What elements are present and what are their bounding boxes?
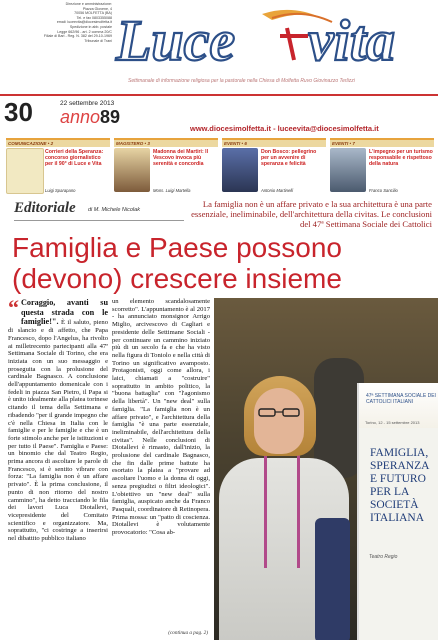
masthead-divider: [0, 94, 438, 96]
teaser-title: Corrieri della Speranza: concorso giornalistico per il 90° di Luce e Vita: [45, 149, 104, 167]
publisher-info: [4, 2, 112, 43]
headline-line: Famiglia e Paese possono: [12, 232, 342, 263]
teaser-title: L'impegno per un turismo responsabile e rispettoso della natura: [369, 149, 433, 167]
pub-info-line: Tel. e fax 0803355088: [76, 15, 112, 20]
teaser-author: Mons. Luigi Martella: [153, 188, 191, 193]
pub-info-line: Direzione e amministrazione:: [65, 2, 112, 6]
banner-event-name: 47ª SETTIMANA SOCIALE DEI CATTOLICI ITALIANI: [366, 393, 436, 405]
banner-title: [370, 447, 429, 525]
pub-info-line: Tribunale di Trani: [84, 38, 112, 43]
banner-title-line: PER LA: [370, 486, 410, 498]
conference-banner: [357, 383, 438, 640]
glasses-icon: [256, 408, 302, 418]
banner-title-line: SPERANZA: [370, 460, 430, 472]
teaser-author: Luigi Sparapano: [45, 188, 76, 193]
issue-number: 30: [4, 97, 33, 127]
issue-year: [60, 108, 120, 126]
banner-title-line: FAMIGLIA,: [370, 447, 429, 459]
banner-title-line: E FUTURO: [370, 473, 426, 485]
pub-info-line: Piazza Giovene, 4: [82, 6, 112, 11]
bag: [315, 518, 350, 640]
year-label: anno: [60, 107, 101, 127]
headline[interactable]: [12, 232, 432, 294]
teaser-thumbnail: [222, 148, 258, 192]
banner-title-line: SOCIETÀ: [370, 499, 419, 511]
teaser-item[interactable]: [222, 138, 326, 194]
continue-link[interactable]: (continua a pag. 2): [168, 630, 208, 636]
logo-word-vita: vita: [308, 8, 395, 68]
pub-info-line: Spedizione in abb. postale: [69, 24, 112, 29]
banner-place: Teatro Regio: [369, 554, 398, 560]
teaser-tag: COMUNICAZIONE • 2: [6, 140, 110, 147]
teaser-item[interactable]: [114, 138, 218, 194]
article-lead: Coraggio, avanti su questa strada con le famiglie!".: [21, 298, 108, 327]
lanyard: [264, 448, 300, 568]
headline-line: (devono) crescere insieme: [12, 263, 342, 294]
editorial-summary: La famiglia non è un affare privato e la sua architettura è una parte essenziale, ineliminabile, dell'architettura della civitas. Le conclusioni del 47ª Settimana Sociale dei Cattolici: [191, 199, 432, 229]
teaser-thumbnail: [114, 148, 150, 192]
pub-info-line: Legge 662/96 - art. 2 comma 20/C: [57, 29, 112, 34]
teaser-strip: [6, 138, 434, 194]
pub-info-line: Filiale di Bari - Reg. N. 382 del 29-10-1969: [43, 34, 112, 39]
banner-date: Torino, 12 - 15 settembre 2013: [365, 420, 420, 425]
logo-word-luce: Luce: [116, 8, 236, 68]
teaser-title: Madonna dei Martiri: Il Vescovo invoca più serenità e concordia: [153, 149, 209, 167]
teaser-item[interactable]: [330, 138, 434, 194]
teaser-author: Franco Sancilio: [369, 188, 398, 193]
article-column-1: [8, 298, 108, 638]
teaser-tag: EVENTI • 7: [330, 140, 434, 147]
banner-title-line: ITALIANA: [370, 512, 425, 524]
website-link[interactable]: www.diocesimolfetta.it - luceevita@diocesimolfetta.it: [190, 124, 379, 133]
teaser-author: Antonio Martinelli: [261, 188, 294, 193]
pub-info-line: 70056 MOLFETTA (BA): [74, 11, 112, 16]
teaser-thumbnail: [6, 148, 44, 194]
tagline: Settimanale di informazione religiosa per la pastorale nella Chiesa di Molfetta Ruvo Giovinazzo Terlizzi: [128, 78, 355, 84]
open-quote-icon: “: [8, 298, 19, 320]
article-body: un elemento scandalosamente scorretto". L'appuntamento è al 2017 - ha annunciato monsignor Arrigo Miglio, arcivescovo di Cagliari e presidente delle Settimane Sociali - per continuare un cammino iniziato più di un secolo fa e che ha visto nella figura di Toniolo e nella città di Torino un significativo avamposto. Protagonisti, oggi come allora, i laici, chiamati a "costruire" soprattutto in ambito politico, la "buona battaglia" con "l'agonismo della libertà". Un "new deal" sulla famiglia. "La famiglia non è un affare privato", e l'architettura della famiglia "è una parte essenziale, ineliminabile, dell'architettura della civitas". Nelle conclusioni di Diotallevi è rimasto, dall'inizio, la prolusione del cardinale Bagnasco, che fin dalle prime battute ha esortato la platea a "provare ad ascoltare l'uomo e la donna di oggi, senza pregiudizi o filtri ideologici". L'obiettivo un "new deal" sulla famiglia, auspicato anche da Franco Pasquali, coordinatore di Retinopera. Prima mossa: un "patto di coscienza. Diotallevi è volutamente provocatorio: "Cosa ab-: [112, 298, 210, 537]
teaser-title: Don Bosco: pellegrino per un avvenire di speranza e felicità: [261, 149, 317, 167]
article-body: È il saluto, pieno di slancio e di affetto, che Papa Francesco, dopo l'Angelus, ha rivolto ai milletrecento partecipanti alla 47ª Settimana Sociale di Torino, che era iniziata con un suo messaggio e proseguita con la prolusione del cardinale Bagnasco. A conclusione dell'appuntamento domenicale con i fedeli in piazza San Pietro, il Papa si è unito idealmente alla platea torinese citando il tema della Settimana e ribadendo "per il grande impegno che c'è nella Chiesa in Italia con le famiglie e per le famiglie e che è un forte stimolo anche per le istituzioni e per tutto il Paese". Famiglia e Paese: un binomio che dal Teatro Regio, prima ancora di ascoltare le parole di Francesco, si è sentito vibrare con forza: "La famiglia non è un affare privato". È la prima conclusione, il punto di non ritorno del nostro cammino", ha detto tracciando le fila dei lavori Luca Diotallevi, vicepresidente del Comitato scientifico e organizzatore. Ma, soprattutto, "ci costringe a inserirsi nel dibattito pubblico italiano: [8, 319, 108, 543]
luce-e-vita-logo[interactable]: [112, 8, 434, 68]
editorial-divider: [14, 220, 184, 221]
year-number: 89: [100, 107, 121, 127]
cover-photo: [214, 298, 438, 640]
editorial-label: Editoriale: [14, 200, 76, 216]
teaser-tag: MAGISTERO • 3: [114, 140, 218, 147]
issue-date: 22 settembre 2013: [60, 100, 115, 107]
pub-info-line: email: luceevita@diocesimolfetta.it: [56, 20, 112, 25]
editorial-author: di M. Michele Nicolak: [88, 207, 140, 213]
teaser-thumbnail: [330, 148, 366, 192]
woman-face: [254, 388, 304, 454]
teaser-item[interactable]: [6, 138, 110, 194]
teaser-tag: EVENTI • 6: [222, 140, 326, 147]
article-column-2: [112, 298, 210, 628]
